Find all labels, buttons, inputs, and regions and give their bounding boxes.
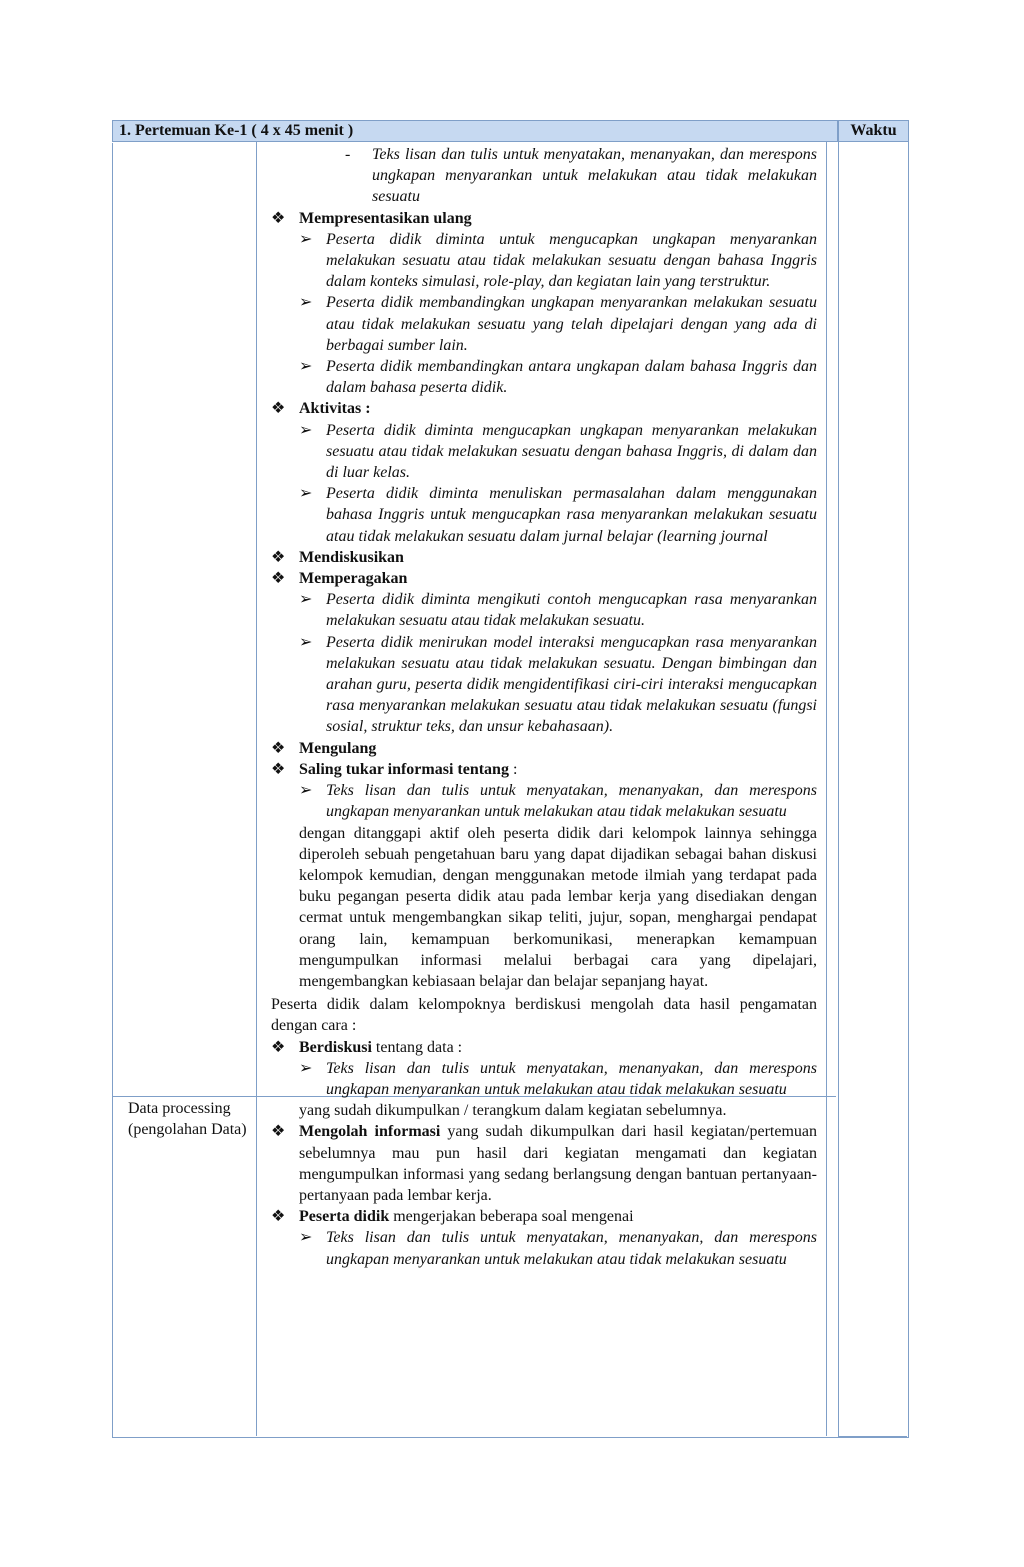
list-item: ➢ Teks lisan dan tulis untuk menyatakan, menanyakan, dan merespons ungkapan menyarankan untuk melakukan atau tidak melakukan sesuatu <box>299 1229 817 1268</box>
diamond-bullet-icon: ❖ <box>271 548 286 566</box>
section-heading-mendiskusikan: ❖ Mendiskusikan <box>267 547 817 568</box>
table-header-title-cell <box>112 120 838 142</box>
arrow-bullet-icon: ➢ <box>299 1229 313 1247</box>
data-processing-intro: Peserta didik dalam kelompoknya berdiskusi mengolah data hasil pengamatan dengan cara : <box>271 996 817 1035</box>
list-item: ➢ Peserta didik diminta menuliskan permasalahan dalam menggunakan bahasa Inggris untuk mengucapkan rasa menyarankan melakukan sesuatu atau tidak melakukan sesuatu dalam jurnal belajar (learning journal <box>299 485 817 545</box>
diamond-bullet-icon: ❖ <box>271 1123 286 1141</box>
waktu-column <box>838 142 909 1436</box>
list-item: ➢ Peserta didik diminta mengucapkan ungkapan menyarankan melakukan sesuatu atau tidak melakukan sesuatu dengan bahasa Inggris, di dalam dan di luar kelas. <box>299 421 817 482</box>
section-heading-mengulang: ❖ Mengulang <box>267 738 817 759</box>
diamond-bullet-icon: ❖ <box>271 570 286 588</box>
arrow-bullet-icon: ➢ <box>299 294 313 312</box>
column-divider-right <box>826 142 827 1436</box>
arrow-bullet-icon: ➢ <box>299 485 313 503</box>
diamond-bullet-icon: ❖ <box>271 209 286 227</box>
arrow-bullet-icon: ➢ <box>299 421 313 439</box>
section-heading-peserta-didik: ❖ Peserta didik mengerjakan beberapa soal mengenai <box>267 1206 817 1227</box>
list-item: ➢ Peserta didik membandingkan ungkapan menyarankan melakukan sesuatu atau tidak melakukan sesuatu yang telah dipelajari dengan yang ada di berbagai sumber lain. <box>299 294 817 354</box>
section-heading-mempresentasikan: ❖ Mempresentasikan ulang <box>267 208 817 229</box>
paragraph: yang sudah dikumpulkan / terangkum dalam kegiatan sebelumnya. <box>299 1102 727 1120</box>
list-item: - Teks lisan dan tulis untuk menyatakan, menanyakan, dan merespons ungkapan menyarankan untuk melakukan atau tidak melakukan sesuatu <box>345 146 817 206</box>
list-item: ➢ Teks lisan dan tulis untuk menyatakan, menanyakan, dan merespons ungkapan menyarankan untuk melakukan atau tidak melakukan sesuatu <box>299 782 817 821</box>
arrow-bullet-icon: ➢ <box>299 633 313 651</box>
arrow-bullet-icon: ➢ <box>299 591 313 609</box>
list-item: ➢ Peserta didik membandingkan antara ungkapan dalam bahasa Inggris dan dalam bahasa peserta didik. <box>299 358 817 397</box>
section-heading-mengolah: ❖ Mengolah informasi yang sudah dikumpulkan dari hasil kegiatan/pertemuan sebelumnya mau pun hasil dari kegiatan mengamati dan kegiatan mengumpulkan informasi yang sedang berlangsung dengan bantuan pertanyaan-pertanyaan pada lembar kerja. <box>271 1123 817 1204</box>
diamond-bullet-icon: ❖ <box>271 400 286 418</box>
list-item: ➢ Peserta didik menirukan model interaksi mengucapkan rasa menyarankan melakukan sesuatu atau tidak melakukan sesuatu. Dengan bimbingan dan arahan guru, peserta didik mengidentifikasi ciri-ciri interaksi mengucapkan rasa menyarankan melakukan sesuatu atau tidak melakukan sesuatu (fungsi sosial, struktur teks, dan unsur kebahasaan). <box>299 633 817 736</box>
waktu-bottom-line <box>838 1436 907 1437</box>
arrow-bullet-icon: ➢ <box>299 1059 313 1077</box>
paragraph: dengan ditanggapi aktif oleh peserta didik dari kelompok lainnya sehingga diperoleh sebuah pengetahuan baru yang dapat dijadikan sebagai bahan diskusi kelompok kemudian, dengan menggunakan metode ilmiah yang terdapat pada buku pegangan peserta didik atau pada lembar kerja yang disediakan dengan cermat untuk mengembangkan sikap teliti, jujur, sopan, menghargai pendapat orang lain, kemampuan berkomunikasi, menerapkan kemampuan mengumpulkan informasi melalui berbagai cara yang dipelajari, mengembangkan kebiasaan belajar dan belajar sepanjang hayat. <box>299 824 817 990</box>
arrow-bullet-icon: ➢ <box>299 230 313 248</box>
data-processing-label: Data processing (pengolahan Data) <box>128 1100 247 1139</box>
section-heading-memperagakan: ❖ Memperagakan <box>267 568 817 589</box>
diamond-bullet-icon: ❖ <box>271 760 286 778</box>
table-header-title: 1. Pertemuan Ke-1 ( 4 x 45 menit ) <box>119 122 354 139</box>
column-divider-left <box>256 142 257 1436</box>
list-item: ➢ Peserta didik diminta mengikuti contoh mengucapkan rasa menyarankan melakukan sesuatu atau tidak melakukan sesuatu. <box>299 591 817 630</box>
dash-marker: - <box>345 146 351 163</box>
diamond-bullet-icon: ❖ <box>271 1038 286 1056</box>
table-header-waktu-cell <box>838 120 909 142</box>
activity-content <box>267 144 817 1270</box>
arrow-bullet-icon: ➢ <box>299 782 313 800</box>
section-heading-saling-tukar: ❖ Saling tukar informasi tentang : <box>267 759 817 780</box>
arrow-bullet-icon: ➢ <box>299 358 313 376</box>
section-heading-berdiskusi: ❖ Berdiskusi tentang data : <box>267 1037 817 1058</box>
diamond-bullet-icon: ❖ <box>271 1208 286 1226</box>
table-header-waktu: Waktu <box>850 122 897 139</box>
section-heading-aktivitas: ❖ Aktivitas : <box>267 398 817 419</box>
diamond-bullet-icon: ❖ <box>271 739 286 757</box>
lesson-table <box>112 120 909 1438</box>
list-item: ➢ Peserta didik diminta untuk mengucapkan ungkapan menyarankan melakukan sesuatu atau tidak melakukan sesuatu dengan bahasa Inggris dalam konteks simulasi, role-play, dan kegiatan lain yang terstruktur. <box>299 230 817 291</box>
list-item: ➢ Teks lisan dan tulis untuk menyatakan, menanyakan, dan merespons ungkapan menyarankan untuk melakukan atau tidak melakukan sesuatu <box>299 1059 817 1098</box>
